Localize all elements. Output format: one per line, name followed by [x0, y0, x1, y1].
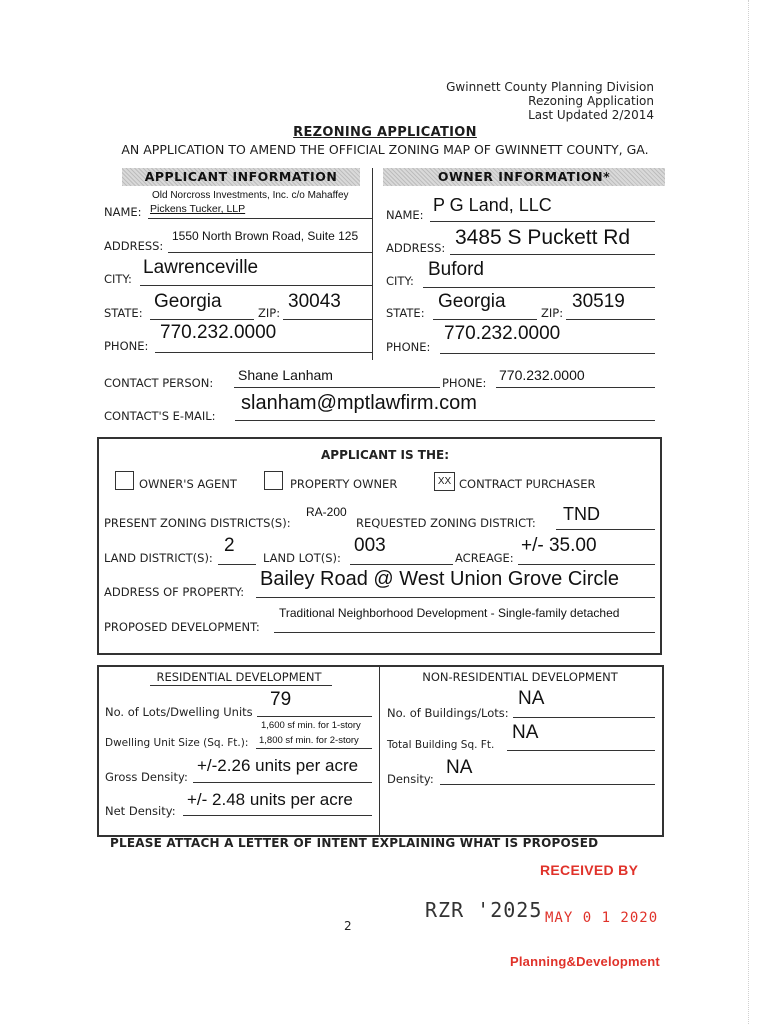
property-address-label: ADDRESS OF PROPERTY: — [104, 585, 245, 599]
net-density-value: +/- 2.48 units per acre — [187, 790, 353, 809]
total-sqft-value: NA — [512, 722, 539, 743]
applicant-state-value: Georgia — [154, 291, 222, 312]
contact-phone-value: 770.232.0000 — [499, 367, 585, 383]
owner-name-line — [430, 221, 655, 222]
section-left-border — [97, 437, 99, 653]
owner-city-value: Buford — [428, 259, 484, 280]
section-right-border — [660, 437, 662, 653]
owner-state-label: STATE: — [386, 306, 425, 320]
lots-line — [257, 716, 372, 717]
land-district-label: LAND DISTRICT(S): — [104, 551, 213, 565]
applicant-name-line — [148, 218, 373, 219]
applicant-city-label: CITY: — [104, 272, 132, 286]
owner-zip-line — [566, 319, 655, 320]
owner-state-value: Georgia — [438, 291, 506, 312]
acreage-value: +/- 35.00 — [521, 535, 597, 556]
property-address-line — [256, 597, 655, 598]
applicant-phone-line — [155, 352, 373, 353]
contact-person-label: CONTACT PERSON: — [104, 376, 214, 390]
owner-phone-label: PHONE: — [386, 340, 431, 354]
acreage-label: ACREAGE: — [455, 551, 514, 565]
received-stamp: RECEIVED BY — [540, 862, 639, 878]
present-zoning-label: PRESENT ZONING DISTRICTS(S): — [104, 516, 291, 530]
land-lot-line — [350, 564, 453, 565]
owner-address-label: ADDRESS: — [386, 241, 446, 255]
total-sqft-label: Total Building Sq. Ft. — [387, 739, 495, 751]
contact-phone-line — [496, 387, 655, 388]
scan-edge-line — [748, 0, 749, 1024]
page-subtitle: AN APPLICATION TO AMEND THE OFFICIAL ZONING MAP OF GWINNETT COUNTY, GA. — [121, 142, 649, 157]
lots-label: No. of Lots/Dwelling Units — [105, 705, 253, 719]
nonresidential-heading: NON-RESIDENTIAL DEVELOPMENT — [422, 670, 618, 684]
unit-size-value: 1,800 sf min. for 2-story — [259, 735, 359, 746]
residential-heading: RESIDENTIAL DEVELOPMENT — [156, 670, 322, 684]
unit-size-line — [256, 748, 372, 749]
land-district-line — [218, 564, 256, 565]
header-form-name: Rezoning Application — [528, 94, 654, 108]
section-divider-top — [97, 437, 662, 439]
owner-state-line — [433, 319, 537, 320]
page-title: REZONING APPLICATION — [293, 125, 477, 140]
case-number: RZR '2025 — [425, 898, 543, 922]
land-lot-value: 003 — [354, 535, 386, 556]
lots-value: 79 — [270, 689, 292, 710]
proposed-development-label: PROPOSED DEVELOPMENT: — [104, 620, 260, 634]
gross-density-value: +/-2.26 units per acre — [197, 756, 359, 775]
applicant-name-value: Pickens Tucker, LLP — [150, 203, 246, 215]
owner-name-value: P G Land, LLC — [433, 195, 552, 215]
contact-person-value: Shane Lanham — [238, 367, 333, 383]
contact-phone-label: PHONE: — [442, 376, 487, 390]
development-table — [97, 665, 664, 837]
present-zoning-value: RA-200 — [306, 505, 347, 519]
section-divider-bottom — [97, 653, 662, 655]
requested-zoning-line — [556, 529, 655, 530]
buildings-line — [513, 717, 655, 718]
applicant-phone-value: 770.232.0000 — [160, 322, 277, 343]
owner-address-line — [450, 254, 655, 255]
owner-address-value: 3485 S Puckett Rd — [455, 226, 631, 249]
applicant-city-value: Lawrenceville — [143, 257, 259, 278]
total-sqft-line — [507, 750, 655, 751]
applicant-is-heading: APPLICANT IS THE: — [321, 448, 449, 462]
gross-density-label: Gross Density: — [105, 770, 188, 784]
owner-phone-line — [440, 353, 655, 354]
net-density-label: Net Density: — [105, 804, 176, 818]
applicant-address-value: 1550 North Brown Road, Suite 125 — [172, 229, 359, 243]
owner-info-banner: OWNER INFORMATION* — [383, 168, 665, 186]
unit-size-label: Dwelling Unit Size (Sq. Ft.): — [105, 737, 249, 749]
owner-phone-value: 770.232.0000 — [444, 323, 561, 344]
land-district-value: 2 — [224, 535, 235, 556]
header-division: Gwinnett County Planning Division — [446, 80, 654, 94]
development-table-divider — [379, 665, 380, 835]
contract-purchaser-label: CONTRACT PURCHASER — [459, 477, 596, 491]
contact-email-label: CONTACT'S E-MAIL: — [104, 409, 216, 423]
residential-heading-underline — [150, 685, 332, 686]
applicant-phone-label: PHONE: — [104, 339, 149, 353]
acreage-line — [518, 564, 655, 565]
buildings-label: No. of Buildings/Lots: — [387, 706, 509, 720]
property-owner-checkbox[interactable] — [264, 471, 283, 490]
applicant-city-line — [140, 285, 373, 286]
applicant-name-label: NAME: — [104, 205, 142, 219]
owner-city-label: CITY: — [386, 274, 414, 288]
applicant-state-line — [150, 319, 254, 320]
owner-city-line — [423, 287, 655, 288]
header-last-updated: Last Updated 2/2014 — [528, 108, 654, 122]
contact-email-value: slanham@mptlawfirm.com — [241, 392, 477, 414]
owner-zip-label: ZIP: — [541, 306, 564, 320]
applicant-zip-label: ZIP: — [258, 306, 281, 320]
unit-size-note: 1,600 sf min. for 1-story — [261, 720, 361, 731]
applicant-info-banner: APPLICANT INFORMATION — [122, 168, 360, 186]
applicant-name-note: Old Norcross Investments, Inc. c/o Mahaffey — [152, 190, 349, 201]
contact-person-line — [234, 387, 440, 388]
contract-purchaser-checkbox[interactable]: XX — [434, 472, 455, 491]
nonres-density-value: NA — [446, 757, 473, 778]
nonres-density-line — [440, 784, 655, 785]
planning-development-stamp: Planning&Development — [510, 954, 660, 969]
owners-agent-checkbox[interactable] — [115, 471, 134, 490]
property-owner-label: PROPERTY OWNER — [290, 477, 398, 491]
applicant-zip-value: 30043 — [288, 291, 341, 312]
owner-zip-value: 30519 — [572, 291, 625, 312]
owner-name-label: NAME: — [386, 208, 424, 222]
page-number: 2 — [344, 919, 352, 933]
nonres-density-label: Density: — [387, 772, 434, 786]
contact-email-line — [235, 420, 655, 421]
applicant-state-label: STATE: — [104, 306, 143, 320]
applicant-address-line — [168, 252, 373, 253]
requested-zoning-value: TND — [563, 504, 600, 524]
land-lot-label: LAND LOT(S): — [263, 551, 341, 565]
buildings-value: NA — [518, 688, 545, 709]
gross-density-line — [193, 782, 372, 783]
applicant-address-label: ADDRESS: — [104, 239, 164, 253]
proposed-development-value: Traditional Neighborhood Development - Single-family detached — [279, 606, 620, 620]
owners-agent-label: OWNER'S AGENT — [139, 477, 237, 491]
proposed-development-line — [274, 632, 655, 633]
net-density-line — [183, 815, 372, 816]
column-divider — [372, 168, 373, 360]
received-date-stamp: MAY 0 1 2020 — [545, 910, 659, 926]
property-address-value: Bailey Road @ West Union Grove Circle — [260, 568, 619, 590]
requested-zoning-label: REQUESTED ZONING DISTRICT: — [356, 516, 536, 530]
applicant-zip-line — [283, 319, 373, 320]
letter-of-intent-note: PLEASE ATTACH A LETTER OF INTENT EXPLAINING WHAT IS PROPOSED — [110, 836, 599, 850]
